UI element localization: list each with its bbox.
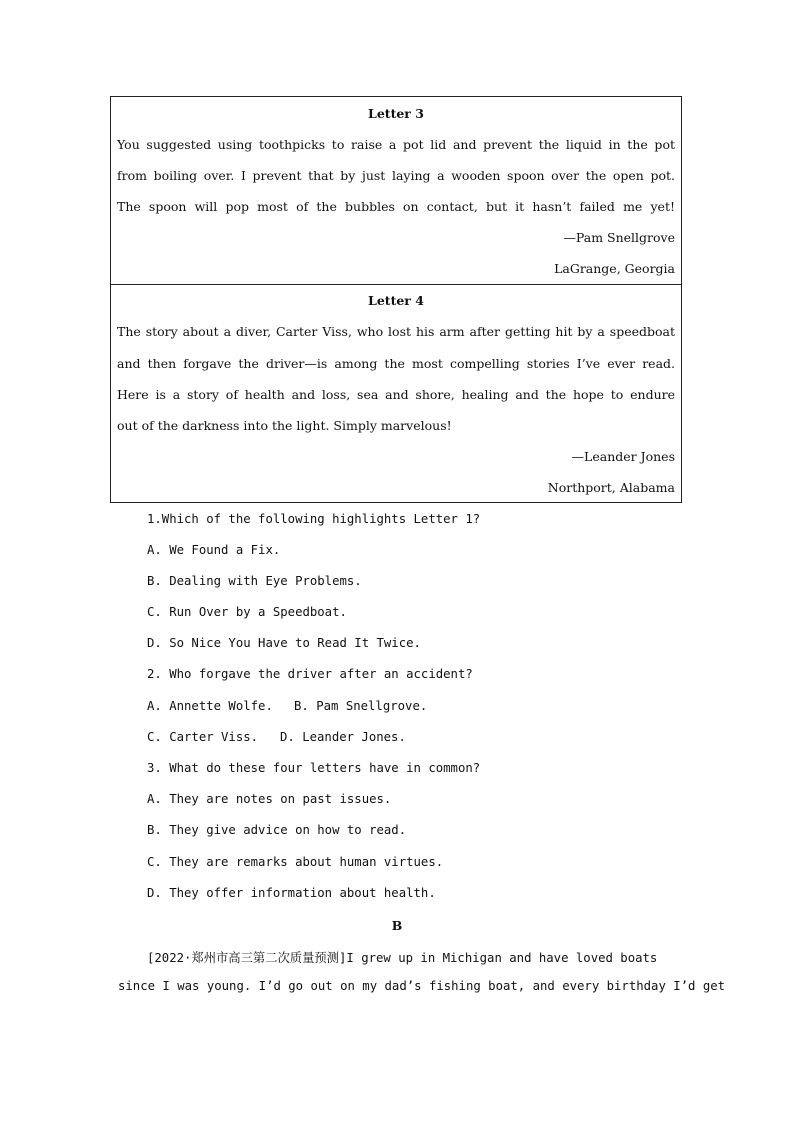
letter-4-box xyxy=(110,284,682,503)
section-b-line-2: since I was young. I’d go out on my dad’s fishing boat, and every birthday I’d get xyxy=(118,979,726,993)
question-1-stem: 1.Which of the following highlights Letter 1? xyxy=(147,512,481,526)
question-3-stem: 3. What do these four letters have in common? xyxy=(147,761,481,775)
letter-3-signature: —Pam Snellgrove xyxy=(563,230,675,245)
letter-4-line-4: out of the darkness into the light. Simply marvelous! xyxy=(117,418,452,433)
section-b-heading: B xyxy=(391,918,403,933)
letter-3-location: LaGrange, Georgia xyxy=(554,261,675,276)
letter-3-box xyxy=(110,96,682,285)
question-1-option-a: A. We Found a Fix. xyxy=(147,543,281,557)
question-2-option-a: A. Annette Wolfe. xyxy=(147,699,273,713)
letter-3-heading: Letter 3 xyxy=(368,106,424,121)
question-2-stem: 2. Who forgave the driver after an accident? xyxy=(147,667,473,681)
question-3-option-a: A. They are notes on past issues. xyxy=(147,792,392,806)
question-1-option-c: C. Run Over by a Speedboat. xyxy=(147,605,347,619)
letter-4-line-3: Here is a story of health and loss, sea and shore, healing and the hope to endure xyxy=(117,387,675,402)
question-1-option-d: D. So Nice You Have to Read It Twice. xyxy=(147,636,421,650)
letter-4-line-2: and then forgave the driver—is among the most compelling stories I’ve ever read. xyxy=(117,356,675,371)
letter-3-line-2: from boiling over. I prevent that by just laying a wooden spoon over the open pot. xyxy=(117,168,675,183)
letter-4-signature: —Leander Jones xyxy=(571,449,675,464)
section-b-line-1: [2022·郑州市高三第二次质量预测]I grew up in Michigan and have loved boats xyxy=(147,951,658,965)
letter-4-heading: Letter 4 xyxy=(368,293,424,308)
question-3-option-b: B. They give advice on how to read. xyxy=(147,823,407,837)
question-2-option-d: D. Leander Jones. xyxy=(280,730,406,744)
letter-4-location: Northport, Alabama xyxy=(547,480,675,495)
question-2-option-b: B. Pam Snellgrove. xyxy=(294,699,428,713)
question-3-option-c: C. They are remarks about human virtues. xyxy=(147,855,444,869)
question-3-option-d: D. They offer information about health. xyxy=(147,886,436,900)
letter-3-line-3: The spoon will pop most of the bubbles on contact, but it hasn’t failed me yet! xyxy=(117,199,675,214)
letter-3-line-1: You suggested using toothpicks to raise a pot lid and prevent the liquid in the pot xyxy=(117,137,675,152)
question-2-option-c: C. Carter Viss. xyxy=(147,730,259,744)
question-1-option-b: B. Dealing with Eye Problems. xyxy=(147,574,362,588)
letter-4-line-1: The story about a diver, Carter Viss, who lost his arm after getting hit by a speedboat xyxy=(117,324,675,339)
